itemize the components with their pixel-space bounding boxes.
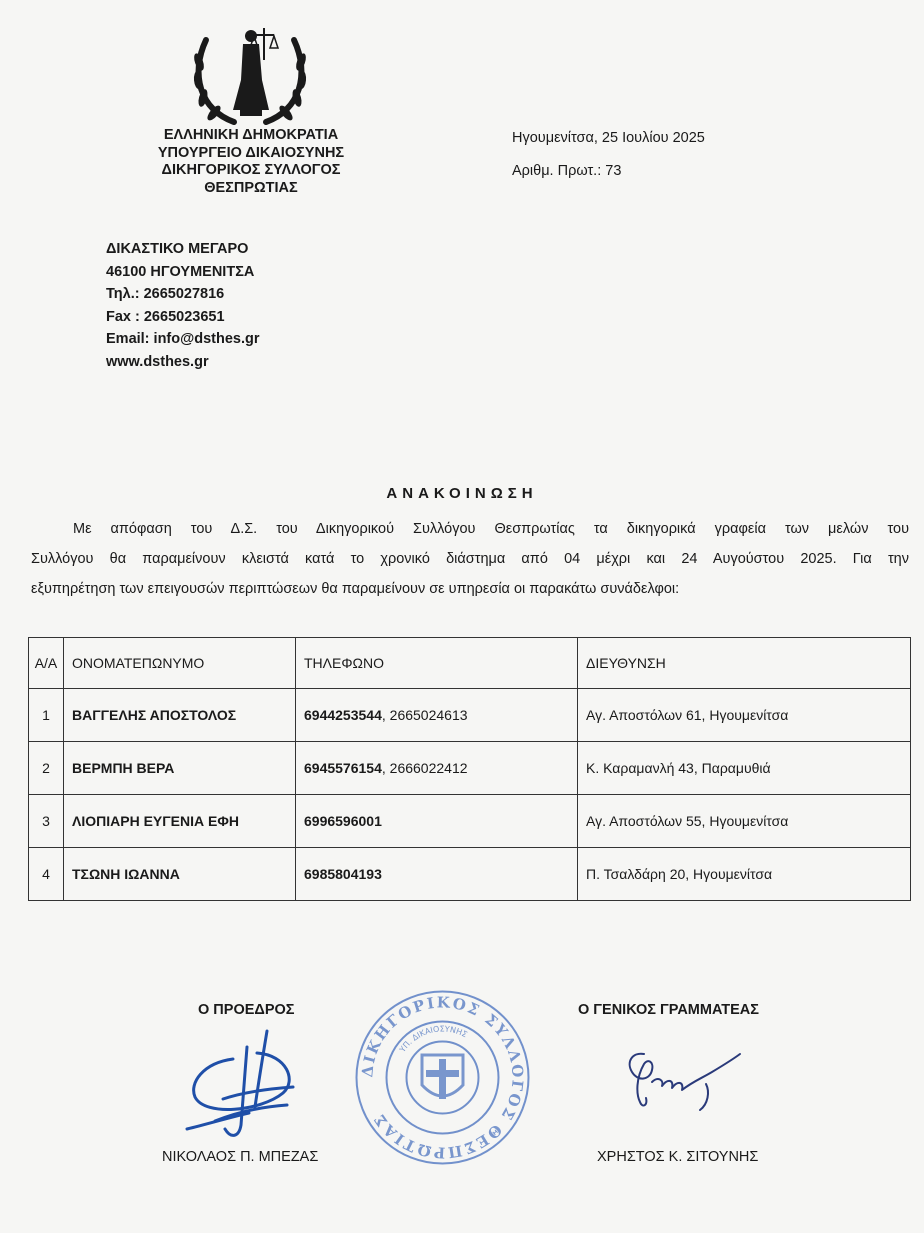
body-line: Με απόφαση του Δ.Σ. του Δικηγορικού Συλλόγου Θεσπρωτίας τα δικηγορικά γραφεία των μελών του [73,521,909,537]
contact-fax: Fax : 2665023651 [106,308,225,325]
contact-website[interactable]: www.dsthes.gr [106,353,209,370]
announcement-heading: ΑΝΑΚΟΙΝΩΣΗ [386,485,538,502]
header-name: ΟΝΟΜΑΤΕΠΩΝΥΜΟ [64,638,296,689]
row-landline: , 2665024613 [381,707,468,723]
table-row [29,742,911,795]
row-name: ΒΑΓΓΕΛΗΣ ΑΠΟΣΤΟΛΟΣ [64,689,296,742]
contact-email[interactable]: Email: info@dsthes.gr [106,331,260,347]
organization-header [110,127,392,197]
row-name: ΛΙΟΠΙΑΡΗ ΕΥΓΕΝΙΑ ΕΦΗ [64,795,296,848]
secretary-title: Ο ΓΕΝΙΚΟΣ ΓΡΑΜΜΑΤΕΑΣ [578,1002,759,1018]
row-name: ΤΣΩΝΗ ΙΩΑΝΝΑ [64,848,296,901]
table-row [29,689,911,742]
president-title: Ο ΠΡΟΕΔΡΟΣ [198,1002,295,1018]
president-name: ΝΙΚΟΛΑΟΣ Π. ΜΠΕΖΑΣ [162,1149,319,1165]
org-line: ΕΛΛΗΝΙΚΗ ΔΗΜΟΚΡΑΤΙΑ [163,127,339,143]
seal-inner-text: ΥΠ. ΔΙΚΑΙΟΣΥΝΗΣ [397,1024,469,1054]
contact-building: ΔΙΚΑΣΤΙΚΟ ΜΕΓΑΡΟ [106,241,249,257]
table-row [29,795,911,848]
protocol-number: Αριθμ. Πρωτ.: 73 [512,163,622,179]
row-address: Αγ. Αποστόλων 55, Ηγουμενίτσα [578,795,911,848]
contact-address: 46100 ΗΓΟΥΜΕΝΙΤΣΑ [106,263,255,280]
secretary-name: ΧΡΗΣΤΟΣ Κ. ΣΙΤΟΥΝΗΣ [597,1149,759,1165]
contact-block [106,238,260,373]
header-aa: Α/Α [29,638,64,689]
body-line: Συλλόγου θα παραμείνουν κλειστά κατά το χρονικό διάστημα από 04 μέχρι και 24 Αυγούστου 2025. Για την [31,551,909,567]
row-mobile: 6944253544 [304,707,382,723]
row-phone [296,689,578,742]
seal-outer-text: ΔΙΚΗΓΟΡΙΚΟΣ ΣΥΛΛΟΓΟΣ ΘΕΣΠΡΩΤΙΑΣ [358,993,527,1162]
org-line: ΥΠΟΥΡΓΕΙΟ ΔΙΚΑΙΟΣΥΝΗΣ [157,144,345,161]
row-address: Αγ. Αποστόλων 61, Ηγουμενίτσα [578,689,911,742]
org-line: ΔΙΚΗΓΟΡΙΚΟΣ ΣΥΛΛΟΓΟΣ [161,162,341,178]
justice-laurel-emblem-icon [190,18,310,130]
contact-phone: Τηλ.: 2665027816 [106,286,225,302]
secretary-signature [622,1040,747,1115]
row-aa: 2 [29,742,64,795]
table-header-row [29,638,911,689]
row-aa: 1 [29,689,64,742]
row-mobile: 6996596001 [304,813,382,829]
announcement-body [31,514,909,604]
svg-text:ΥΠ. ΔΙΚΑΙΟΣΥΝΗΣ [397,1024,468,1054]
header-phone: ΤΗΛΕΦΩΝΟ [296,638,578,689]
body-line: εξυπηρέτηση των επειγουσών περιπτώσεων θα παραμείνουν σε υπηρεσία οι παρακάτω συνάδελφοι: [31,581,680,597]
row-name: ΒΕΡΜΠΗ ΒΕΡΑ [64,742,296,795]
row-phone [296,848,578,901]
row-address: Κ. Καραμανλή 43, Παραμυθιά [578,742,911,795]
org-line: ΘΕΣΠΡΩΤΙΑΣ [204,179,298,196]
row-aa: 4 [29,848,64,901]
lawyers-table [28,637,911,901]
row-phone [296,742,578,795]
row-landline: , 2666022412 [381,760,468,776]
row-mobile: 6985804193 [304,866,382,882]
row-phone [296,795,578,848]
table-row [29,848,911,901]
greek-state-seal-icon [350,985,535,1170]
row-address: Π. Τσαλδάρη 20, Ηγουμενίτσα [578,848,911,901]
document-date: Ηγουμενίτσα, 25 Ιουλίου 2025 [512,130,705,146]
president-signature [175,1025,335,1140]
row-aa: 3 [29,795,64,848]
row-mobile: 6945576154 [304,760,382,776]
header-address: ΔΙΕΥΘΥΝΣΗ [578,638,911,689]
